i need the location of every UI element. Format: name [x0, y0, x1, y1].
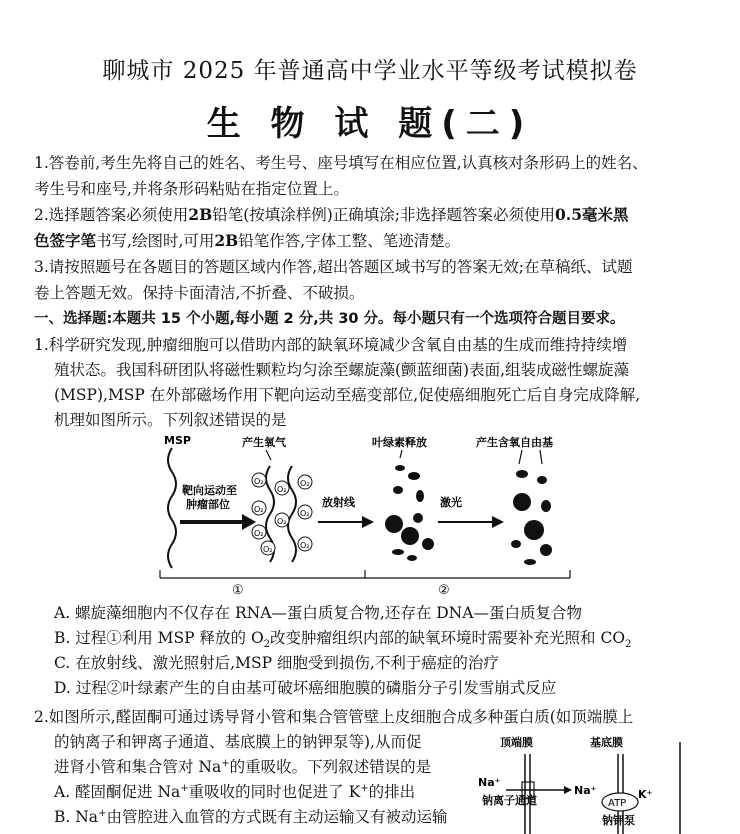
label-radical: 产生含氧自由基 [476, 436, 553, 449]
q2-option-a: A. 醛固酮促进 Na+重吸收的同时也促进了 K+的排出 [54, 782, 416, 801]
spiral-b [288, 466, 296, 562]
q1-figure [150, 432, 590, 597]
label-na-1: Na⁺ [478, 776, 501, 789]
q1-option-a: A. 螺旋藻细胞内不仅存在 RNA—蛋白质复合物,还存在 DNA—蛋白质复合物 [54, 604, 582, 622]
chlorophyll-pointer [400, 450, 402, 458]
instruction-1a: 1.答卷前,考生先将自己的姓名、考生号、座号填写在相应位置,认真核对条形码上的姓名、 [34, 154, 648, 172]
msp-spiral [168, 448, 176, 568]
cell-fragments-2 [511, 470, 552, 565]
label-chlorophyll: 叶绿素释放 [372, 436, 427, 449]
q2-stem-b: 的钠离子和钾离子通道、基底膜上的钠钾泵等),从而促 [54, 733, 422, 751]
label-stage1: ① [232, 583, 244, 597]
subject-title: 生 物 试 题(二) [206, 104, 534, 144]
svg-text:O₂: O₂ [263, 545, 273, 554]
q1-stem-d: 机理如图所示。下列叙述错误的是 [54, 411, 287, 429]
instruction-3a: 3.请按照题号在各题目的答题区域内作答,超出答题区域书写的答案无效;在草稿纸、试题 [34, 258, 633, 276]
svg-text:O₂: O₂ [277, 517, 287, 526]
svg-text:O₂: O₂ [300, 541, 310, 550]
oxygen-pointer [266, 450, 271, 460]
radical-pointer-2 [540, 450, 542, 464]
arrow-2-head [362, 516, 374, 528]
q2-figure [470, 732, 710, 834]
label-apical: 顶端膜 [500, 736, 533, 749]
label-oxygen: 产生氧气 [242, 436, 286, 449]
svg-text:O₂: O₂ [254, 529, 264, 538]
label-channel: 钠离子通道 [482, 794, 537, 807]
label-radiation: 放射线 [322, 496, 355, 509]
svg-text:O₂: O₂ [300, 479, 310, 488]
exam-title: 聊城市 2025 年普通高中学业水平等级考试模拟卷 [102, 58, 638, 84]
q1-stem-a: 1.科学研究发现,肿瘤细胞可以借助内部的缺氧环境减少含氧自由基的生成而维持持续增 [34, 336, 628, 354]
q1-stem-c: (MSP),MSP 在外部磁场作用下靶向运动至癌变部位,促使癌细胞死亡后自身完成降解, [54, 386, 641, 404]
svg-text:O₂: O₂ [254, 505, 264, 514]
svg-text:O₂: O₂ [254, 477, 264, 486]
label-move2: 肿瘤部位 [186, 498, 230, 511]
label-pump: 钠钾泵 [602, 814, 635, 827]
q2-option-b: B. Na+由管腔进入血管的方式既有主动运输又有被动运输 [54, 807, 448, 826]
q2-stem-a: 2.如图所示,醛固酮可通过诱导肾小管和集合管管壁上皮细胞合成多种蛋白质(如顶端膜上 [34, 708, 634, 726]
label-k: K⁺ [638, 788, 653, 801]
arrow-3-head [492, 516, 504, 528]
label-laser: 激光 [440, 496, 462, 509]
label-basal: 基底膜 [590, 736, 623, 749]
section-heading: 一、选择题:本题共 15 个小题,每小题 2 分,共 30 分。每小题只有一个选项符合题目要求。 [34, 311, 625, 327]
svg-text:O₂: O₂ [277, 485, 287, 494]
q1-option-d: D. 过程②叶绿素产生的自由基可破坏癌细胞膜的磷脂分子引发雪崩式反应 [54, 679, 557, 697]
radical-pointer-1 [519, 450, 522, 464]
q1-stem-b: 殖状态。我国科研团队将磁性颗粒均匀涂至螺旋藻(颤蓝细菌)表面,组装成磁性螺旋藻 [54, 361, 630, 379]
na-channel-arrow-head [564, 786, 572, 794]
oxygen-bubbles [252, 473, 312, 555]
label-na-2: Na⁺ [574, 784, 597, 797]
svg-text:O₂: O₂ [300, 509, 310, 518]
q1-option-c: C. 在放射线、激光照射后,MSP 细胞受到损伤,不利于癌症的治疗 [54, 654, 499, 672]
instruction-2b: 色签字笔书写,绘图时,可用2B铅笔作答,字体工整、笔迹清楚。 [34, 231, 461, 250]
instruction-3b: 卷上答题无效。保持卡面清洁,不折叠、不破损。 [34, 284, 365, 302]
q2-stem-c: 进肾小管和集合管对 Na+的重吸收。下列叙述错误的是 [54, 757, 432, 776]
label-stage2: ② [438, 583, 450, 597]
cell-fragments-1 [385, 465, 434, 561]
instruction-2a: 2.选择题答案必须使用2B铅笔(按填涂样例)正确填涂;非选择题答案必须使用0.5毫米黑 [34, 205, 629, 224]
q1-option-b: B. 过程①利用 MSP 释放的 $O_2$改变肿瘤组织内部的缺氧环境时需要补充光照和 $CO_2$ [54, 629, 632, 651]
label-msp: MSP [164, 434, 191, 447]
label-atp: ATP [608, 798, 627, 809]
label-move1: 靶向运动至 [182, 484, 237, 497]
instruction-1b: 考生号和座号,并将条形码粘贴在指定位置上。 [34, 180, 349, 198]
stage-bracket [160, 570, 570, 578]
